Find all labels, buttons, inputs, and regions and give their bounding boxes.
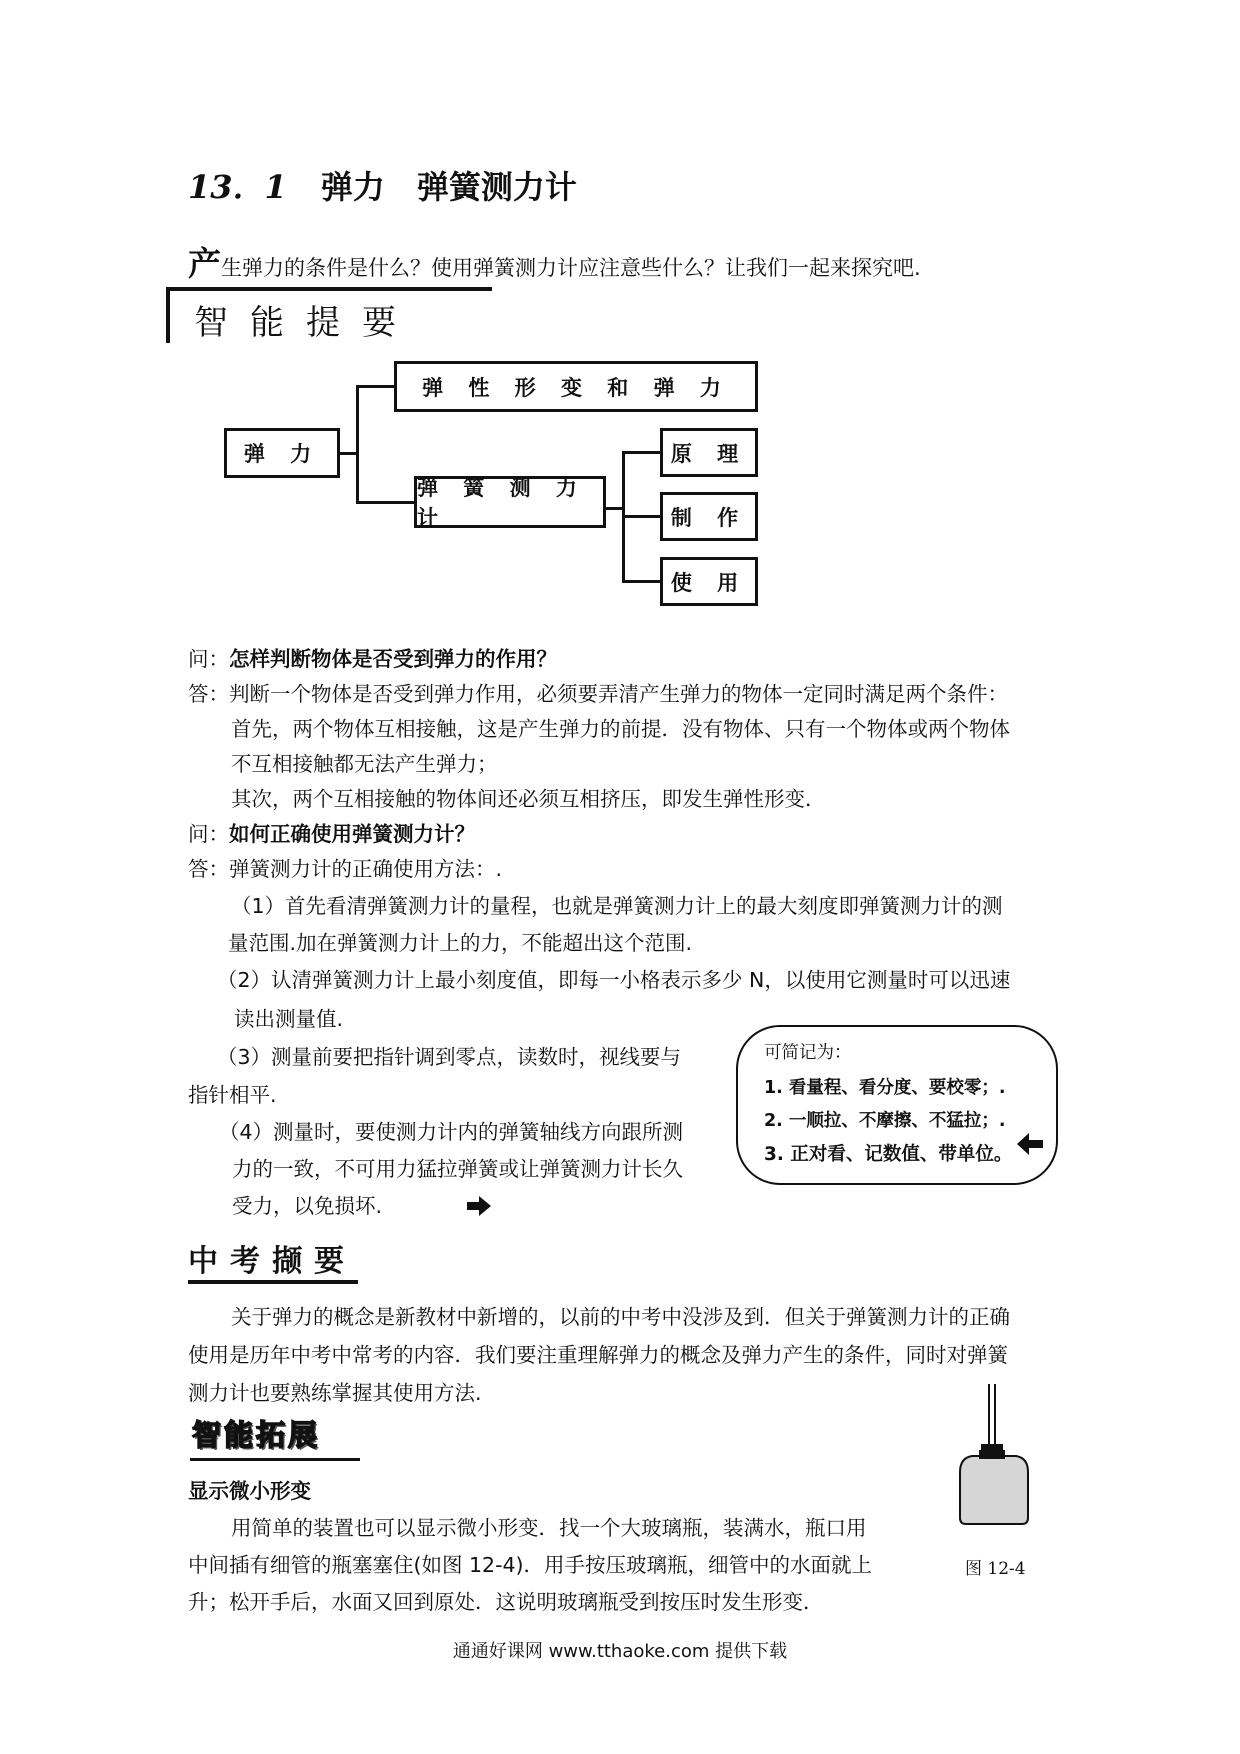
title-word-1: 弹力	[320, 168, 385, 206]
arrow-left-icon	[1016, 1131, 1044, 1157]
page-footer: 通通好课网 www.tthaoke.com 提供下载	[452, 1641, 788, 1662]
usage-point-4-end: 受力，以免损坏.	[232, 1194, 383, 1218]
question-label: 问：	[188, 647, 229, 671]
title-word-2: 弹簧测力计	[416, 168, 577, 206]
subheading: 显示微小形变	[188, 1479, 311, 1503]
diagram-branch-spring-scale: 弹 簧 测 力 计	[414, 476, 606, 528]
glass-bottle-figure	[958, 1384, 1030, 1526]
connector	[622, 515, 660, 518]
title-number: 13．1	[188, 168, 287, 206]
heading-char: 能	[224, 1418, 254, 1452]
usage-point-3-cont: 指针相平.	[188, 1083, 277, 1107]
section-heading-summary	[166, 287, 492, 343]
section-heading-extension	[192, 1413, 320, 1453]
memo-item-1: 1. 看量程、看分度、要校零；.	[764, 1078, 1006, 1098]
usage-point-2: （2）认清弹簧测力计上最小刻度值，即每一小格表示多少 N，以使用它测量时可以迅速	[217, 968, 1011, 992]
diagram-leaf-usage: 使 用	[660, 557, 758, 606]
connector	[356, 385, 394, 388]
section-title-exam: 中考撷要	[188, 1244, 356, 1279]
connector	[356, 385, 359, 503]
diagram-root-box: 弹 力	[224, 428, 340, 478]
heading-char: 智	[192, 1418, 222, 1452]
heading-char: 展	[288, 1418, 318, 1452]
connector	[622, 580, 660, 583]
extension-paragraph-line: 中间插有细管的瓶塞塞住(如图 12-4)．用手按压玻璃瓶，细管中的水面就上	[188, 1553, 873, 1577]
extension-paragraph-line: 升；松开手后，水面又回到原处．这说明玻璃瓶受到按压时发生形变．	[188, 1590, 824, 1614]
diagram-leaf-making: 制 作	[660, 492, 758, 541]
connector	[356, 501, 414, 504]
page-title	[188, 162, 577, 208]
question-text: 如何正确使用弹簧测力计？	[229, 822, 475, 846]
section-title-summary: 智能提要	[194, 303, 418, 343]
question-2	[188, 816, 475, 853]
question-1	[188, 641, 557, 678]
exam-paragraph-line: 测力计也要熟练掌握其使用方法.	[188, 1381, 482, 1405]
answer-label: 答：	[188, 857, 229, 881]
memo-item-3: 3. 正对看、记数值、带单位。	[764, 1144, 1013, 1165]
answer-line: 判断一个物体是否受到弹力作用，必须要弄清产生弹力的物体一定同时满足两个条件：	[229, 682, 1008, 706]
arrow-right-icon	[466, 1195, 492, 1217]
answer-text: 弹簧测力计的正确使用方法：.	[229, 857, 503, 881]
usage-point-4-cont: 力的一致，不可用力猛拉弹簧或让弹簧测力计长久	[232, 1157, 683, 1181]
answer-label: 答：	[188, 682, 229, 706]
diagram-leaf-principle: 原 理	[660, 428, 758, 477]
intro-text: 生弹力的条件是什么？使用弹簧测力计应注意些什么？让我们一起来探究吧.	[221, 256, 921, 280]
section-underline	[190, 1458, 360, 1461]
section-heading-exam	[188, 1236, 358, 1284]
usage-point-3: （3）测量前要把指针调到零点，读数时，视线要与	[217, 1045, 682, 1069]
answer-2	[188, 851, 502, 888]
answer-1	[188, 676, 1008, 713]
memo-heading: 可简记为：	[764, 1043, 852, 1063]
intro-paragraph	[188, 238, 921, 285]
question-text: 怎样判断物体是否受到弹力的作用？	[229, 647, 557, 671]
figure-caption: 图 12-4	[965, 1559, 1026, 1579]
diagram-branch-elasticity: 弹 性 形 变 和 弹 力	[394, 361, 758, 412]
usage-point-2-cont: 读出测量值.	[234, 1007, 344, 1031]
usage-point-1: （1）首先看清弹簧测力计的量程，也就是弹簧测力计上的最大刻度即弹簧测力计的测	[231, 894, 1003, 918]
intro-drop-char: 产	[188, 244, 221, 283]
answer-line: 其次，两个互相接触的物体间还必须互相挤压，即发生弹性形变．	[231, 787, 826, 811]
memo-item-2: 2. 一顺拉、不摩擦、不猛拉；.	[764, 1111, 1006, 1131]
question-label: 问：	[188, 822, 229, 846]
memo-bubble	[736, 1025, 1058, 1185]
exam-paragraph-line: 关于弹力的概念是新教材中新增的，以前的中考中没涉及到．但关于弹簧测力计的正确	[231, 1305, 1010, 1329]
extension-paragraph-line: 用简单的装置也可以显示微小形变．找一个大玻璃瓶，装满水，瓶口用	[231, 1516, 867, 1540]
answer-line: 不互相接触都无法产生弹力；	[231, 752, 498, 776]
connector	[622, 451, 660, 454]
usage-point-1-cont: 量范围.加在弹簧测力计上的力，不能超出这个范围.	[228, 931, 693, 955]
answer-line: 首先，两个物体互相接触，这是产生弹力的前提．没有物体、只有一个物体或两个物体	[231, 717, 1010, 741]
heading-char: 拓	[256, 1418, 286, 1452]
exam-paragraph-line: 使用是历年中考中常考的内容．我们要注重理解弹力的概念及弹力产生的条件，同时对弹簧	[188, 1343, 1008, 1367]
usage-point-4: （4）测量时，要使测力计内的弹簧轴线方向跟所测	[219, 1120, 684, 1144]
